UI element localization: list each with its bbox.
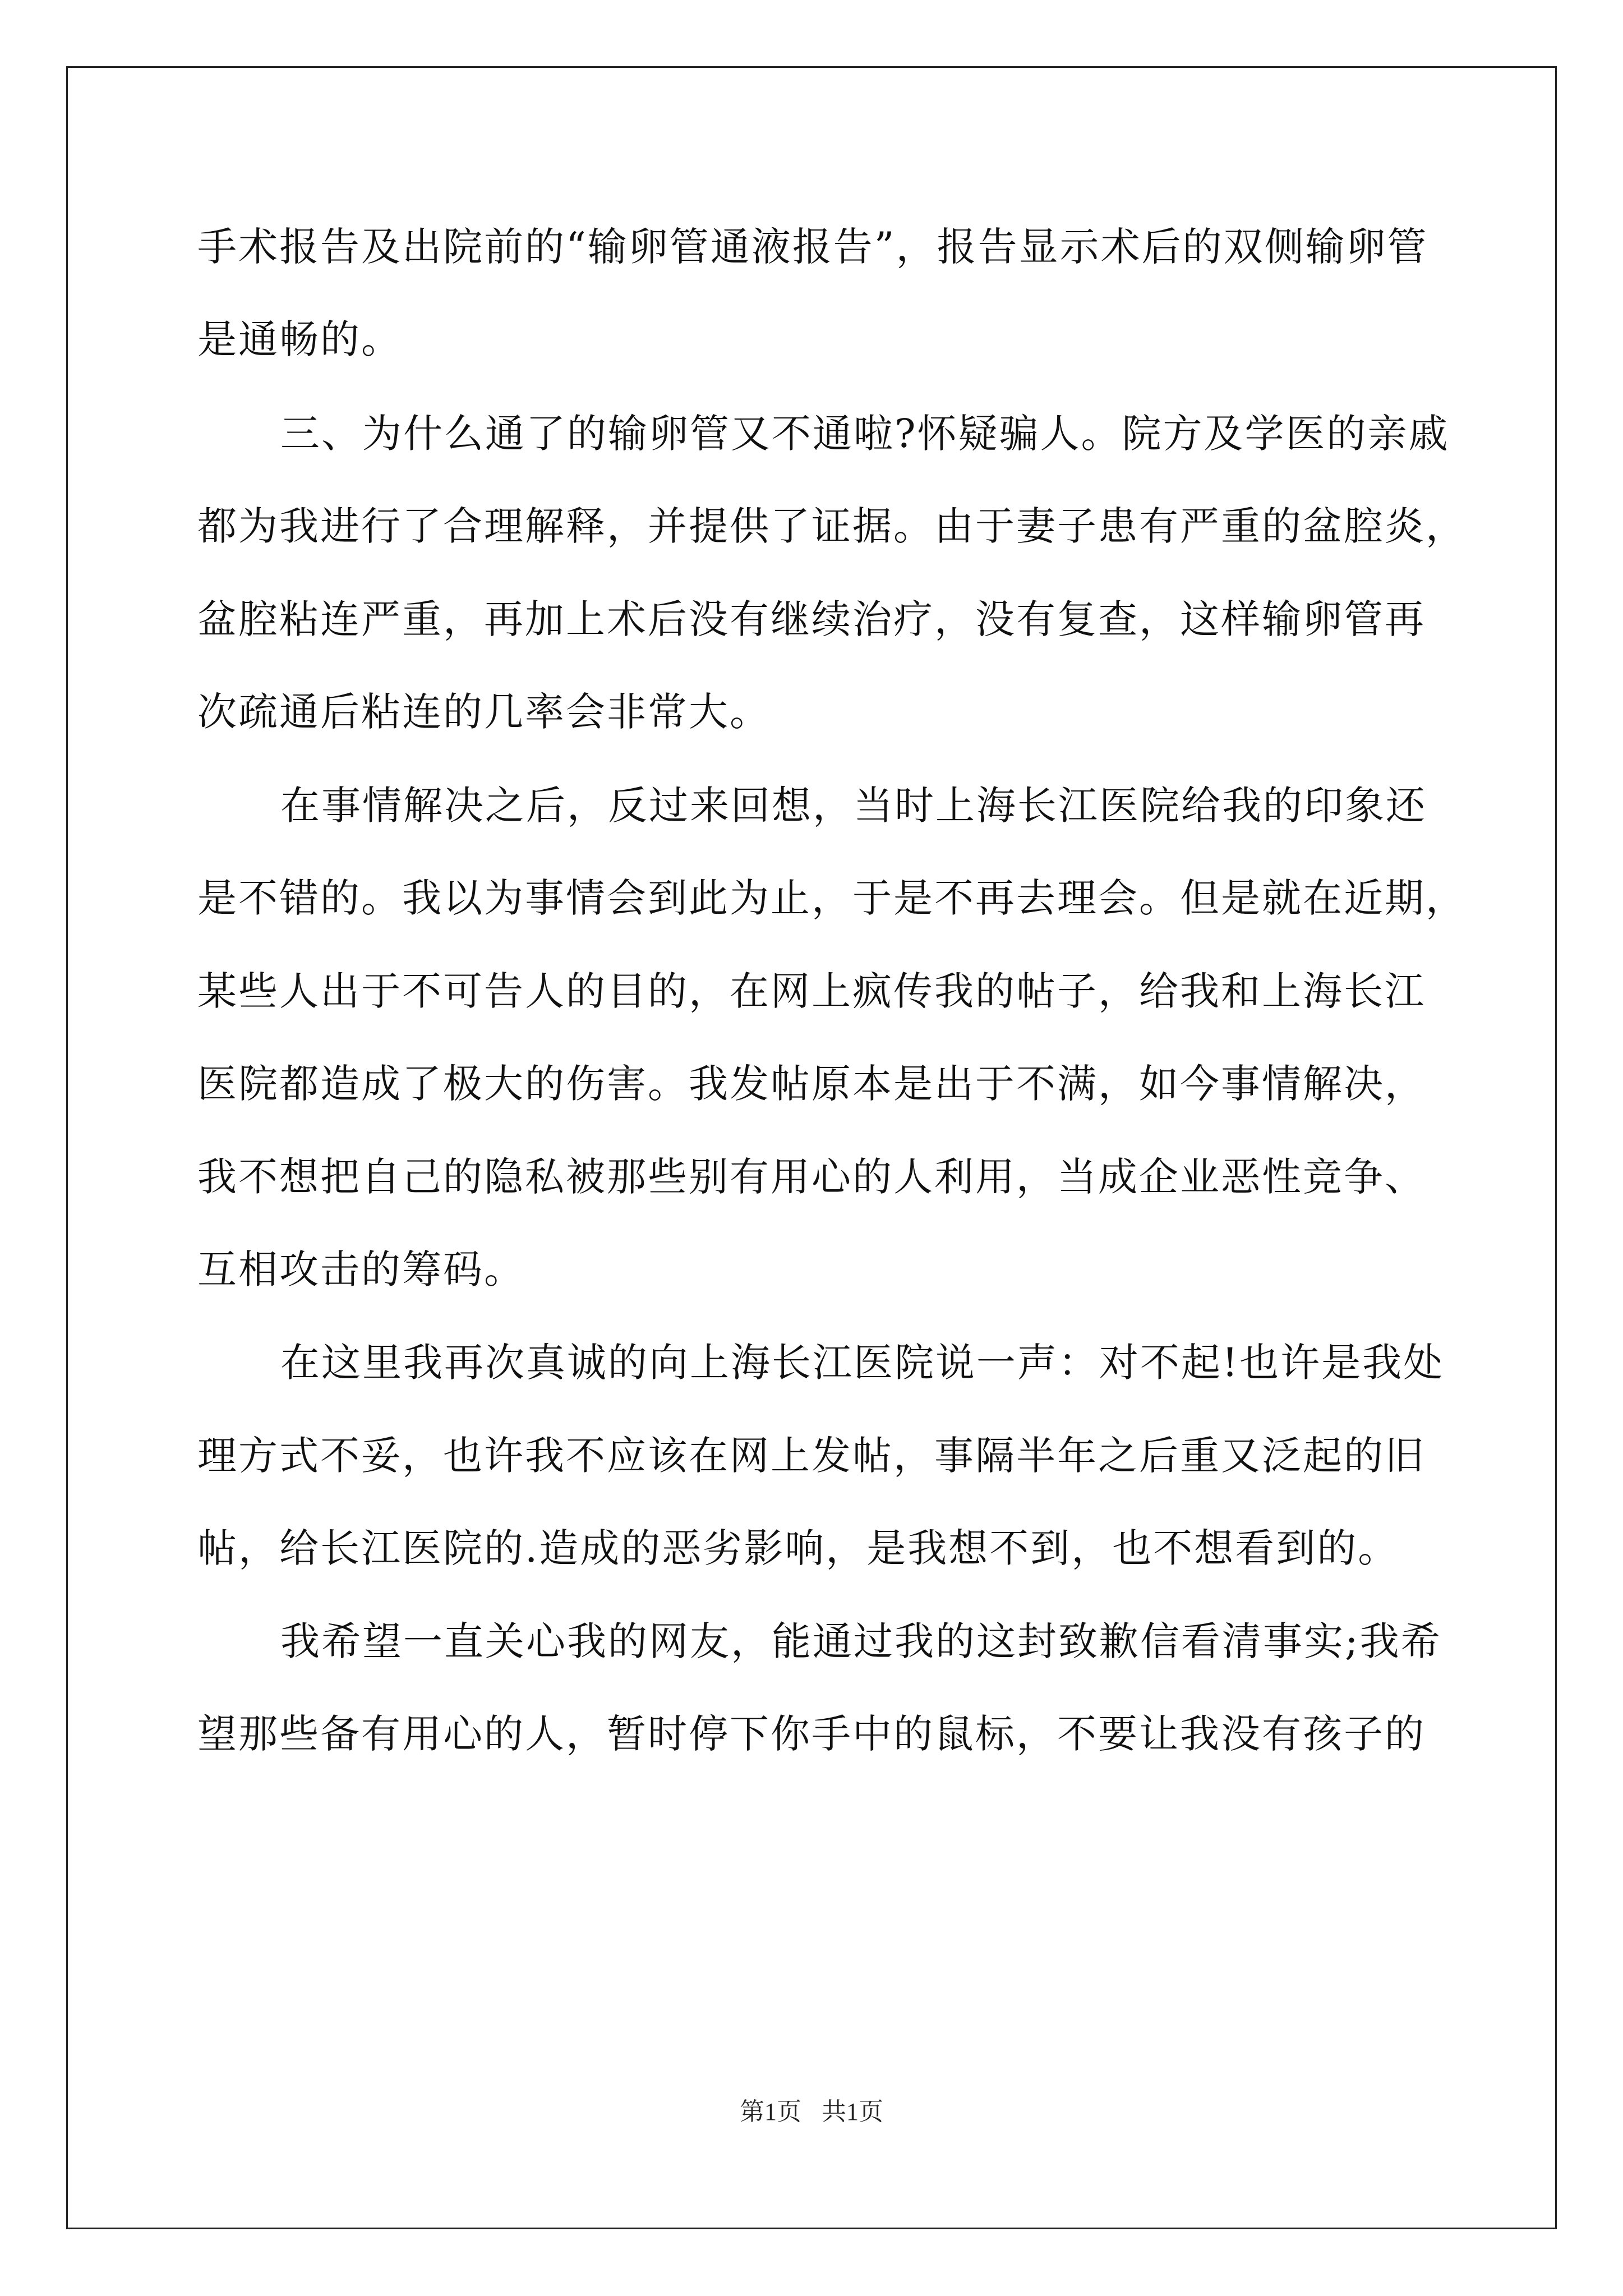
text-line: 都为我进行了合理解释，并提供了证据。由于妻子患有严重的盆腔炎， [197, 503, 1467, 549]
text-line: 是通畅的。 [197, 316, 402, 362]
text-line: 某些人出于不可告人的目的，在网上疯传我的帖子，给我和上海长江 [197, 968, 1426, 1014]
text-line: 手术报告及出院前的“输卵管通液报告”，报告显示术后的双侧输卵管 [197, 224, 1428, 270]
text-line: 医院都造成了极大的伤害。我发帖原本是出于不满，如今事情解决， [197, 1061, 1426, 1107]
text-line: 是不错的。我以为事情会到此为止，于是不再去理会。但是就在近期， [197, 875, 1467, 921]
text-line: 理方式不妥，也许我不应该在网上发帖，事隔半年之后重又泛起的旧 [197, 1433, 1426, 1479]
paragraph-start-line: 在事情解决之后，反过来回想，当时上海长江医院给我的印象还 [280, 783, 1427, 829]
page-frame [66, 66, 1557, 2229]
text-line: 我不想把自己的隐私被那些别有用心的人利用，当成企业恶性竞争、 [197, 1154, 1426, 1200]
paragraph-start-line: 三、为什么通了的输卵管又不通啦?怀疑骗人。院方及学医的亲戚 [280, 411, 1450, 457]
paragraph-start-line: 在这里我再次真诚的向上海长江医院说一声：对不起!也许是我处 [280, 1340, 1445, 1386]
text-line: 望那些备有用心的人，暂时停下你手中的鼠标，不要让我没有孩子的 [197, 1711, 1426, 1757]
text-line: 次疏通后粘连的几率会非常大。 [197, 689, 771, 735]
paragraph-start-line: 我希望一直关心我的网友，能通过我的这封致歉信看清事实;我希 [280, 1618, 1442, 1664]
text-line: 互相攻击的筹码。 [197, 1246, 525, 1292]
text-line: 盆腔粘连严重，再加上术后没有继续治疗，没有复查，这样输卵管再 [197, 596, 1426, 642]
page-number: 第1页 [740, 2098, 801, 2125]
text-line: 帖，给长江医院的.造成的恶劣影响，是我想不到，也不想看到的。 [197, 1525, 1399, 1571]
page-total: 共1页 [822, 2098, 883, 2125]
page-footer [0, 2095, 1623, 2129]
